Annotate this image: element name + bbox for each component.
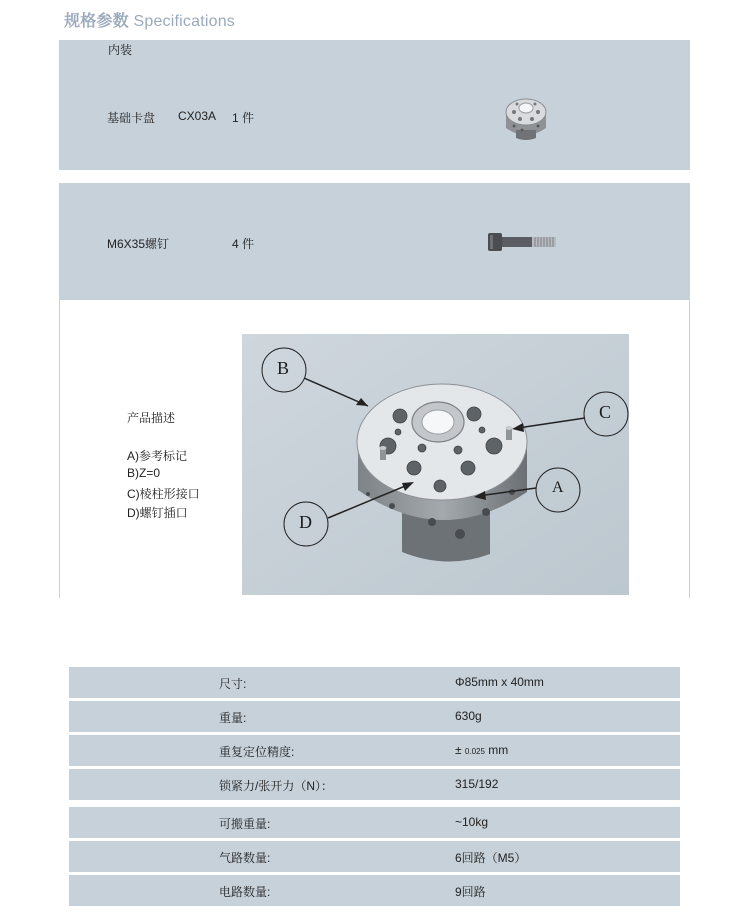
spec-row-weight (69, 701, 680, 732)
screw-thumbnail-image (486, 230, 558, 254)
description-item-a: A)参考标记 (127, 449, 188, 463)
spec-label: 尺寸: (219, 677, 247, 691)
callout-b-label: B (277, 358, 290, 378)
spec-value: 315/192 (455, 777, 499, 791)
spec-value-prefix: ± (455, 743, 465, 757)
spec-label: 电路数量: (219, 885, 271, 899)
callout-a-label: A (552, 479, 564, 496)
item1-qty: 1 件 (232, 111, 255, 125)
description-item-b: B)Z=0 (127, 466, 161, 480)
item2-qty: 4 件 (232, 237, 255, 251)
page-title (64, 8, 235, 31)
title-cn: 规格参数 (64, 13, 129, 30)
spec-row-repeatability (69, 735, 680, 766)
spec-row-dimensions (69, 667, 680, 698)
spec-row-electric-circuits (69, 875, 680, 906)
spec-value (455, 743, 508, 757)
frame-left-line (59, 300, 60, 598)
item1-name: 基础卡盘 (107, 111, 156, 125)
spec-value: 630g (455, 709, 482, 723)
spec-row-clamping-force (69, 769, 680, 800)
spec-label: 锁紧力/张开力（N）： (219, 779, 334, 793)
spec-value-number: 0.025 (464, 747, 485, 756)
spec-label: 气路数量: (219, 851, 271, 865)
spec-value: ~10kg (455, 815, 489, 829)
spec-label: 重复定位精度: (219, 745, 295, 759)
spec-value: 6回路（M5） (455, 851, 527, 865)
chuck-thumbnail-image (500, 92, 552, 144)
spec-value: 9回路 (455, 885, 486, 899)
spec-row-payload (69, 807, 680, 838)
chuck-diagram (242, 334, 629, 595)
item2-name: M6X35螺钉 (107, 237, 170, 251)
spec-row-air-circuits (69, 841, 680, 872)
contents-label: 内装 (108, 43, 133, 57)
description-item-d: D)螺钉插口 (127, 506, 188, 520)
spec-value: Φ85mm x 40mm (455, 675, 544, 689)
product-illustration (242, 334, 629, 595)
spec-label: 可搬重量: (219, 817, 271, 831)
frame-right-line (689, 300, 690, 598)
spec-value-unit: mm (484, 743, 509, 757)
description-heading: 产品描述 (127, 411, 176, 425)
spec-label: 重量: (219, 711, 247, 725)
contents-band-chuck (59, 40, 690, 170)
title-en: Specifications (133, 13, 235, 30)
description-item-c: C)棱柱形接口 (127, 487, 200, 501)
callout-c-label: C (599, 402, 612, 422)
callout-d-label: D (299, 512, 312, 532)
item1-model: CX03A (178, 109, 217, 123)
